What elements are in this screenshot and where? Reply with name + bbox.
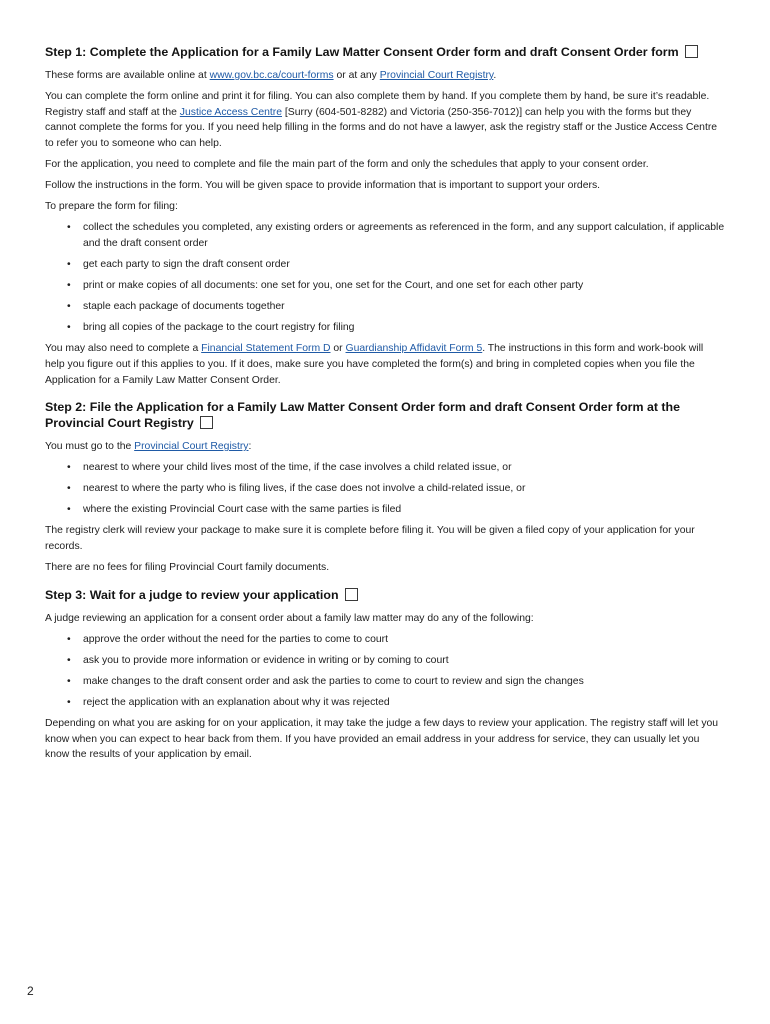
step3-bullet-list — [45, 632, 725, 711]
provincial-court-registry-link[interactable]: Provincial Court Registry — [379, 70, 494, 81]
step3-heading-text: Step 3: Wait for a judge to review your application — [45, 587, 339, 602]
list-item: • bring all copies of the package to the court registry for filing — [67, 320, 725, 336]
text-span: or at any — [333, 70, 380, 81]
list-item: • approve the order without the need for the parties to come to court — [67, 632, 725, 648]
step3-heading — [45, 587, 725, 603]
step3-paragraph-timing: Depending on what you are asking for on your application, it may take the judge a few days to review your application. The registry staff will let you know when you can expect to hear back from them. If you have provided an email address in your address for service, they can usually let you know the results of your application by email. — [45, 718, 719, 761]
court-forms-link[interactable]: www.gov.bc.ca/court-forms — [209, 70, 334, 81]
text-span: . — [493, 70, 497, 81]
guardianship-affidavit-link[interactable]: Guardianship Affidavit Form 5 — [345, 343, 483, 355]
step1-heading — [45, 44, 725, 60]
step2-heading-text: Step 2: File the Application for a Family Law Matter Consent Order form and draft Consent Order form at the Provincial Court Registry — [45, 400, 680, 431]
step1-paragraph-schedules: For the application, you need to complete and file the main part of the form and only the schedules that apply to your consent order. — [45, 158, 649, 170]
page-number: 2 — [27, 984, 34, 998]
text-span: or — [330, 343, 346, 355]
list-item: • reject the application with an explanation about why it was rejected — [67, 695, 725, 711]
text-span: You may also need to complete a — [45, 343, 202, 355]
step2-checkbox[interactable] — [200, 416, 213, 429]
step2-paragraph-review: The registry clerk will review your package to make sure it is complete before filing it. You will be given a filed copy of your application for your records. — [45, 525, 695, 553]
list-item: • ask you to provide more information or evidence in writing or by coming to court — [67, 653, 725, 669]
list-item: • get each party to sign the draft consent order — [67, 257, 725, 273]
document-page — [45, 44, 725, 769]
step2-paragraph-registry — [45, 439, 725, 455]
provincial-court-registry-link-2[interactable]: Provincial Court Registry — [134, 441, 249, 453]
step3-paragraph-intro: A judge reviewing an application for a consent order about a family law matter may do any of the following: — [45, 612, 534, 624]
list-item: • nearest to where the party who is filing lives, if the case does not involve a child-related issue, or — [67, 481, 725, 497]
text-span: [Surry (604-501-8282) and Victoria (250-356-7012)] can help you with the forms but they cannot complete the forms for you. If you need help filling in the forms and do not have a lawyer, ask the registry staff or the Justice Access Centre to refer you to someone who can help. — [45, 106, 718, 149]
text-span: You can complete the form online and print it for filing. You can also complete them by hand. If you complete them by hand, be sure it’s readable. Registry staff and staff at the — [45, 91, 710, 118]
list-item: • staple each package of documents together — [67, 299, 725, 315]
list-item: • make changes to the draft consent order and ask the parties to come to court to review and sign the changes — [67, 674, 725, 690]
step2-paragraph-fees: There are no fees for filing Provincial Court family documents. — [45, 562, 330, 574]
step1-paragraph-completion — [45, 89, 725, 151]
justice-access-centre-link[interactable]: Justice Access Centre — [179, 106, 282, 118]
step2-heading — [45, 399, 725, 431]
step1-bullet-list — [45, 220, 725, 336]
text-span: : — [248, 441, 252, 453]
step1-heading-text: Step 1: Complete the Application for a Family Law Matter Consent Order form and draft Consent Order form — [45, 45, 679, 59]
list-item: • where the existing Provincial Court case with the same parties is filed — [67, 502, 725, 518]
list-item: • nearest to where your child lives most of the time, if the case involves a child related issue, or — [67, 460, 725, 476]
text-span: . The instructions in this form and work-book will help you figure out if this applies to you. If it does, make sure you have completed the form(s) and bring in completed copies when you file the Application for a Family Law Matter Consent Order. — [45, 343, 704, 386]
text-span: You must go to the — [45, 441, 135, 453]
text-span: These forms are available online at — [45, 70, 210, 81]
list-item: • print or make copies of all documents: one set for you, one set for the Court, and one set for each other party — [67, 278, 725, 294]
financial-statement-link[interactable]: Financial Statement Form D — [201, 343, 331, 355]
step1-checkbox[interactable] — [685, 45, 698, 58]
step1-paragraph-instructions: Follow the instructions in the form. You will be given space to provide information that is important to support your orders. — [45, 180, 601, 192]
step1-paragraph-availability — [45, 68, 725, 84]
step3-checkbox[interactable] — [345, 588, 358, 601]
step1-paragraph-additional-forms — [45, 341, 725, 388]
list-item: • collect the schedules you completed, any existing orders or agreements as referenced in the form, and any support calculation, if applicable and the draft consent order — [67, 220, 725, 251]
step1-paragraph-prepare: To prepare the form for filing: — [45, 201, 178, 213]
step2-bullet-list — [45, 460, 725, 518]
